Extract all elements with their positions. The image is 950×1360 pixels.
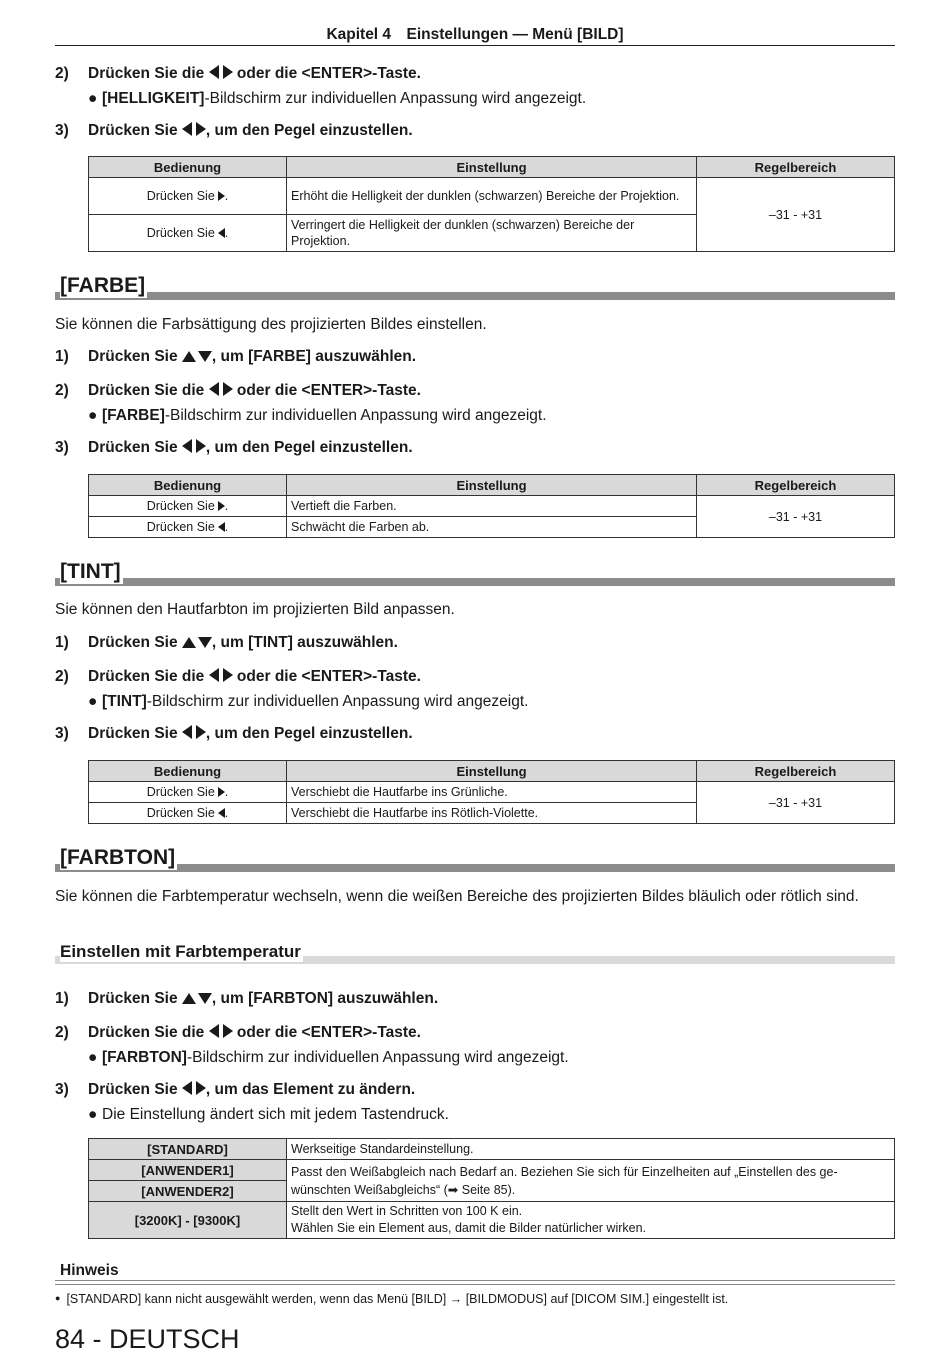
step-text: , um [FARBTON] auszuwählen. <box>211 990 439 1007</box>
reference-arrow-icon: ➡ <box>447 1182 459 1197</box>
bullet-icon: ● <box>88 693 98 710</box>
step-number: 3) <box>55 1081 69 1098</box>
helligkeit-step-3 <box>55 122 413 140</box>
farbton-step-1 <box>55 990 438 1008</box>
bullet-icon: ● <box>88 1106 98 1123</box>
right-arrow-icon <box>196 725 206 739</box>
table-key: [ANWENDER1] <box>89 1160 287 1181</box>
table-cell-setting: Erhöht die Helligkeit der dunklen (schwarzen) Bereiche der Projektion. <box>287 178 697 215</box>
table-key: [ANWENDER2] <box>89 1181 287 1202</box>
right-arrow-icon <box>196 122 206 136</box>
col-header-einstellung: Einstellung <box>287 761 697 782</box>
down-arrow-icon <box>198 993 212 1004</box>
section-title-farbton: [FARBTON] <box>60 846 176 869</box>
page-footer: 84 - DEUTSCH <box>55 1324 240 1354</box>
step-text: , um den Pegel einzustellen. <box>205 725 413 742</box>
table-key: [3200K] - [9300K] <box>89 1202 287 1239</box>
step-text: oder die <ENTER>-Taste. <box>236 1024 421 1041</box>
hint-rule <box>55 1280 895 1281</box>
step-text: , um den Pegel einzustellen. <box>205 122 413 139</box>
table-text-line: Stellt den Wert in Schritten von 100 K ein. <box>291 1204 523 1218</box>
step-number: 1) <box>55 634 69 651</box>
farbe-step-3 <box>55 439 413 457</box>
step-number: 3) <box>55 122 69 139</box>
left-arrow-icon <box>218 808 225 818</box>
step-text: Drücken Sie <box>88 634 178 651</box>
table-cell-range: –31 - +31 <box>697 496 895 538</box>
subsection-title: Einstellen mit Farbtemperatur <box>60 942 301 961</box>
step-text: Drücken Sie <box>88 725 178 742</box>
bullet-text: -Bildschirm zur individuellen Anpassung wird angezeigt. <box>146 693 529 710</box>
left-arrow-icon <box>209 65 219 79</box>
step-number: 2) <box>55 1024 69 1041</box>
col-header-regelbereich: Regelbereich <box>697 157 895 178</box>
right-arrow-icon <box>223 382 233 396</box>
bullet-key: [FARBTON] <box>102 1049 187 1066</box>
farbton-bullet <box>88 1049 569 1067</box>
left-arrow-icon <box>209 1024 219 1038</box>
table-cell-range: –31 - +31 <box>697 178 895 252</box>
right-arrow-icon <box>223 65 233 79</box>
farbton-table <box>88 1138 895 1239</box>
helligkeit-table <box>88 156 895 252</box>
farbe-step-2 <box>55 382 421 400</box>
left-arrow-icon <box>182 1081 192 1095</box>
step-text: , um den Pegel einzustellen. <box>205 439 413 456</box>
table-cell-operation: Drücken Sie . <box>89 178 287 215</box>
col-header-regelbereich: Regelbereich <box>697 761 895 782</box>
header-rule <box>55 45 895 46</box>
hint-note <box>55 1292 728 1306</box>
bullet-key: [HELLIGKEIT] <box>102 90 205 107</box>
col-header-regelbereich: Regelbereich <box>697 475 895 496</box>
left-arrow-icon <box>182 122 192 136</box>
tint-table <box>88 760 895 824</box>
col-header-bedienung: Bedienung <box>89 761 287 782</box>
tint-bullet <box>88 693 528 711</box>
left-arrow-icon <box>218 522 225 532</box>
table-cell-operation: Drücken Sie . <box>89 803 287 824</box>
table-text-line: Wählen Sie ein Element aus, damit die Bilder natürlicher wirken. <box>291 1221 647 1235</box>
left-arrow-icon <box>182 725 192 739</box>
farbton-step-3 <box>55 1081 415 1099</box>
up-arrow-icon <box>182 351 196 362</box>
hint-rule <box>55 1284 895 1285</box>
table-cell-setting: Verschiebt die Hautfarbe ins Rötlich-Violette. <box>287 803 697 824</box>
farbton-bullet-2 <box>88 1106 449 1124</box>
table-cell-operation: Drücken Sie . <box>89 517 287 538</box>
step-number: 3) <box>55 439 69 456</box>
table-cell-setting: Passt den Weißabgleich nach Bedarf an. Beziehen Sie sich für Einzelheiten auf „Einstellen des gewünschten Weißabgleichs“ (➡ Seite 85). <box>287 1160 895 1202</box>
step-text: oder die <ENTER>-Taste. <box>236 668 421 685</box>
col-header-einstellung: Einstellung <box>287 157 697 178</box>
step-text: , um [TINT] auszuwählen. <box>211 634 398 651</box>
left-arrow-icon <box>218 228 225 238</box>
bullet-text: -Bildschirm zur individuellen Anpassung wird angezeigt. <box>164 407 547 424</box>
tint-step-2 <box>55 668 421 686</box>
down-arrow-icon <box>198 637 212 648</box>
step-text: Drücken Sie die <box>88 668 205 685</box>
right-arrow-icon <box>218 787 225 797</box>
step-text: oder die <ENTER>-Taste. <box>236 382 421 399</box>
chapter-header: Kapitel 4 Einstellungen — Menü [BILD] <box>326 26 624 43</box>
tint-intro: Sie können den Hautfarbton im projizierten Bild anpassen. <box>55 601 455 618</box>
farbton-intro: Sie können die Farbtemperatur wechseln, wenn die weißen Bereiche des projizierten Bildes bläulich oder rötlich sind. <box>55 888 859 905</box>
step-text: Drücken Sie <box>88 990 178 1007</box>
section-bar <box>55 292 895 300</box>
arrow-right-icon: → <box>449 1292 463 1306</box>
step-number: 3) <box>55 725 69 742</box>
left-arrow-icon <box>182 439 192 453</box>
section-bar <box>55 864 895 872</box>
step-number: 2) <box>55 668 69 685</box>
left-arrow-icon <box>209 668 219 682</box>
right-arrow-icon <box>218 501 225 511</box>
farbe-step-1 <box>55 348 416 366</box>
step-text: Drücken Sie die <box>88 65 205 82</box>
right-arrow-icon <box>196 439 206 453</box>
col-header-bedienung: Bedienung <box>89 475 287 496</box>
section-title-farbe: [FARBE] <box>60 274 146 297</box>
step-text: , um [FARBE] auszuwählen. <box>211 348 417 365</box>
farbe-table <box>88 474 895 538</box>
step-text: Drücken Sie <box>88 439 178 456</box>
right-arrow-icon <box>223 668 233 682</box>
step-text: Drücken Sie <box>88 1081 178 1098</box>
bullet-icon: ● <box>55 1293 61 1303</box>
bullet-icon: ● <box>88 407 98 424</box>
section-bar <box>55 578 895 586</box>
step-text: , um das Element zu ändern. <box>205 1081 416 1098</box>
step-text: Drücken Sie <box>88 122 178 139</box>
table-cell-setting: Verringert die Helligkeit der dunklen (schwarzen) Bereiche der Projektion. <box>287 215 697 252</box>
col-header-bedienung: Bedienung <box>89 157 287 178</box>
tint-step-1 <box>55 634 398 652</box>
right-arrow-icon <box>196 1081 206 1095</box>
step-number: 2) <box>55 65 69 82</box>
farbe-bullet <box>88 407 547 425</box>
bullet-icon: ● <box>88 90 98 107</box>
bullet-icon: ● <box>88 1049 98 1066</box>
bullet-key: [TINT] <box>102 693 147 710</box>
helligkeit-step-2 <box>55 65 421 83</box>
table-cell-setting: Vertieft die Farben. <box>287 496 697 517</box>
table-cell-setting: Schwächt die Farben ab. <box>287 517 697 538</box>
table-cell-range: –31 - +31 <box>697 782 895 824</box>
note-text: [STANDARD] kann nicht ausgewählt werden, wenn das Menü [BILD] <box>66 1292 450 1306</box>
step-text: Drücken Sie <box>88 348 178 365</box>
up-arrow-icon <box>182 637 196 648</box>
table-cell-operation: Drücken Sie . <box>89 215 287 252</box>
step-text: Drücken Sie die <box>88 382 205 399</box>
farbton-step-2 <box>55 1024 421 1042</box>
step-number: 1) <box>55 990 69 1007</box>
down-arrow-icon <box>198 351 212 362</box>
farbe-intro: Sie können die Farbsättigung des projizierten Bildes einstellen. <box>55 316 487 333</box>
bullet-key: [FARBE] <box>102 407 165 424</box>
table-cell-operation: Drücken Sie . <box>89 496 287 517</box>
helligkeit-bullet <box>88 90 586 108</box>
table-cell-setting <box>287 1202 895 1239</box>
section-title-tint: [TINT] <box>60 560 121 583</box>
right-arrow-icon <box>218 191 225 201</box>
table-cell-operation: Drücken Sie . <box>89 782 287 803</box>
table-cell-setting: Verschiebt die Hautfarbe ins Grünliche. <box>287 782 697 803</box>
hint-title: Hinweis <box>60 1262 119 1279</box>
step-text: Drücken Sie die <box>88 1024 205 1041</box>
up-arrow-icon <box>182 993 196 1004</box>
right-arrow-icon <box>223 1024 233 1038</box>
table-cell-setting: Werkseitige Standardeinstellung. <box>287 1139 895 1160</box>
tint-step-3 <box>55 725 413 743</box>
table-key: [STANDARD] <box>89 1139 287 1160</box>
step-text: oder die <ENTER>-Taste. <box>236 65 421 82</box>
bullet-text: Die Einstellung ändert sich mit jedem Tastendruck. <box>102 1106 449 1123</box>
bullet-text: -Bildschirm zur individuellen Anpassung wird angezeigt. <box>204 90 587 107</box>
note-text: [BILDMODUS] auf [DICOM SIM.] eingestellt ist. <box>462 1292 729 1306</box>
step-number: 2) <box>55 382 69 399</box>
bullet-text: -Bildschirm zur individuellen Anpassung wird angezeigt. <box>186 1049 569 1066</box>
step-number: 1) <box>55 348 69 365</box>
col-header-einstellung: Einstellung <box>287 475 697 496</box>
left-arrow-icon <box>209 382 219 396</box>
